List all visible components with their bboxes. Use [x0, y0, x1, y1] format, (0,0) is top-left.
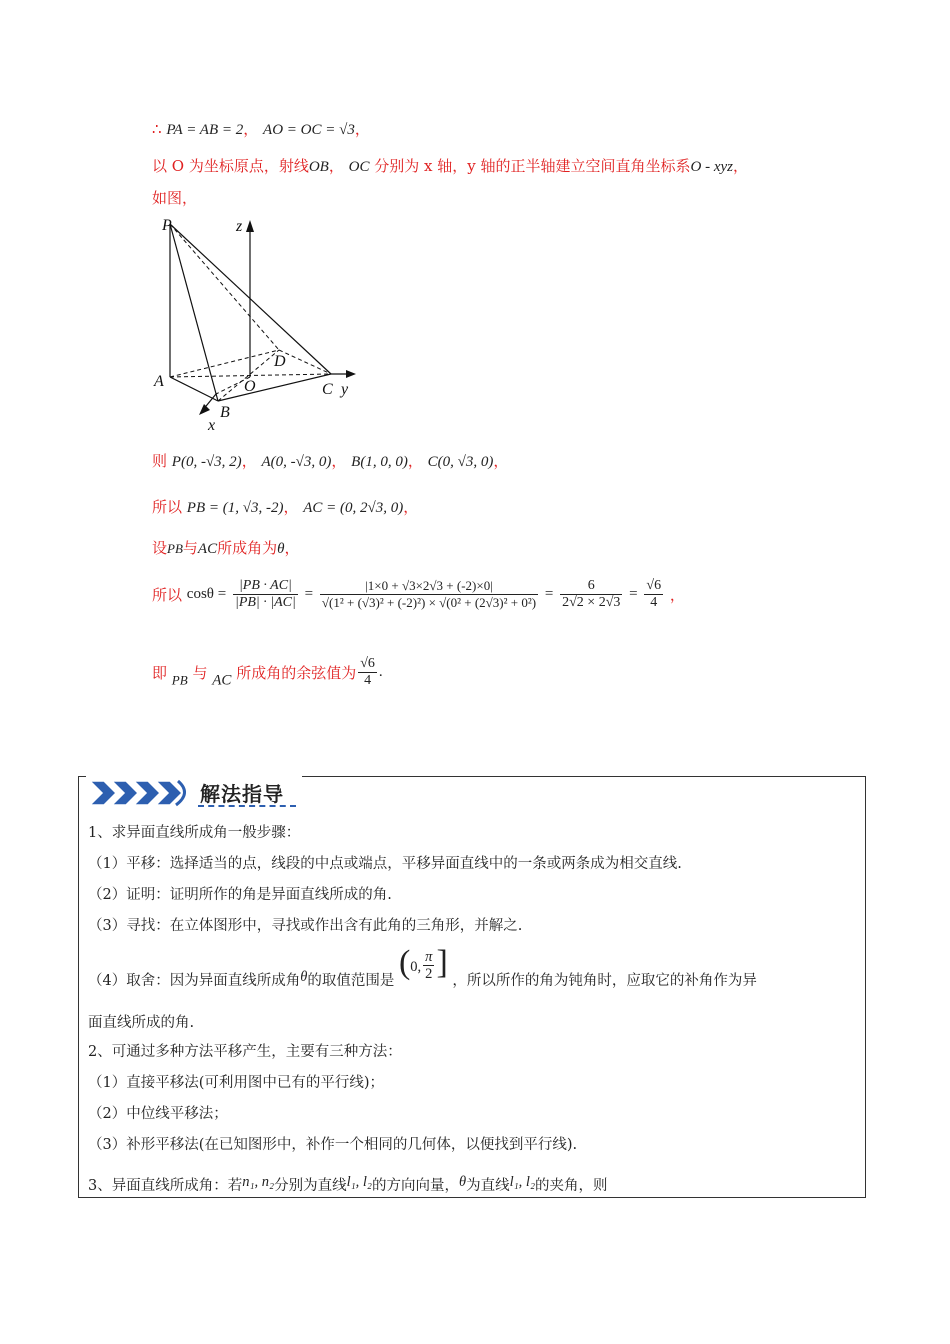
label-d: D	[274, 353, 286, 370]
guide-method-2: （2）中位线平移法；	[88, 1106, 228, 1122]
conclusion-fraction: $\frac{√6}{4}$	[360, 656, 375, 688]
label-a: A	[154, 373, 164, 390]
pyramid-figure	[148, 212, 368, 437]
guide-title: 解法指导	[200, 782, 284, 806]
z-axis-arrow-icon	[246, 220, 254, 232]
label-c: C	[322, 381, 333, 398]
vector-ac: AC = (0, 2√3, 0)	[303, 500, 404, 516]
interval-close-bracket: ]	[436, 944, 448, 981]
coord-b: B(1, 0, 0)	[351, 454, 408, 470]
coord-a: A(0, -√3, 0)	[261, 454, 332, 470]
given-equalities: ∴ PA = AB = 2， AO = OC = √3，	[152, 120, 370, 138]
therefore-symbol: ∴	[152, 120, 162, 138]
guide-header	[86, 776, 302, 808]
label-x: x	[208, 417, 216, 434]
x-axis-arrow-icon	[199, 404, 210, 415]
coordinate-setup-text: 以 O 为坐标原点，射线OB， OC 分别为 x 轴，y 轴的正半轴建立空间直角坐标系O - xyz，	[152, 157, 749, 175]
vector-pb: PB = (1, √3, -2)	[186, 500, 284, 516]
guide-step-4-cont: 面直线所成的角.	[88, 1015, 195, 1031]
guide-methods-heading: 2、可通过多种方法平移产生，主要有三种方法：	[88, 1044, 402, 1060]
coord-p: P(0, -√3, 2)	[171, 454, 242, 470]
guide-step-2: （2）证明：证明所作的角是异面直线所成的角.	[88, 887, 392, 903]
coordinate-system: O - xyz	[690, 159, 733, 175]
as-shown-text: 如图，	[152, 189, 198, 207]
coord-c: C(0, √3, 0)	[427, 454, 494, 470]
fraction-substitution: $\frac{|1\times 0 + √3\times 2√3 + (-2)\times 0|}{\text{√(1² + (√3)² + (-2)²) × √(0² + (2√3)² + 0²)}}$	[321, 578, 537, 610]
label-b: B	[220, 404, 230, 421]
conclusion: 即 PB 与 AC 所成角的余弦值为 $\frac{√6}{4}$ .	[152, 656, 383, 689]
angle-definition: 设PB与AC所成角为θ，	[152, 539, 300, 557]
point-coordinates: 则 P(0, -√3, 2)， A(0, -√3, 0)， B(1, 0, 0)， C(0, √3, 0)，	[152, 452, 509, 470]
interval-fraction: $\frac{\pi}{2}$	[425, 948, 433, 982]
header-curve-icon	[174, 779, 194, 807]
guide-method-1: （1）直接平移法(可利用图中已有的平行线)；	[88, 1075, 385, 1091]
guide-step-4: （4）取舍：因为异面直线所成角θ的取值范围是 (0, $\frac{\pi}{2}$ ] ，所以所作的角为钝角时，应取它的补角作为异	[88, 944, 757, 989]
fraction-simplified: $\frac{6}{2√2 \times 2√3}$	[562, 578, 621, 610]
cosine-computation: 所以 cosθ = $\frac{|PB \cdot AC|}{|PB| \cdot |AC|}$ = $\frac{|1\times 0 + √3\times 2√3 + (-2)\times 0|}{\text{√(1² + (√3)² + (-2)²) × √(0² + (2√3)² + 0²)}}$ = $\frac{6}{2√2 \times 2√3}$ = $\frac{√6}{4}$ ，	[152, 578, 685, 610]
guide-step-3: （3）寻找：在立体图形中，寻找或作出含有此角的三角形，并解之.	[88, 918, 523, 934]
guide-step-1: （1）平移：选择适当的点，线段的中点或端点，平移异面直线中的一条或两条成为相交直线.	[88, 856, 682, 872]
label-z: z	[236, 218, 243, 235]
equation-pa-ab: PA = AB = 2	[166, 122, 244, 138]
fraction-definition: $\frac{|PB \cdot AC|}{|PB| \cdot |AC|}$	[234, 578, 296, 610]
guide-vector-method: 3、异面直线所成角：若n₁, n₂分别为直线l₁, l₂的方向向量，θ为直线l₁, l₂的夹角，则	[88, 1174, 608, 1194]
label-o: O	[244, 378, 256, 395]
interval-open-paren: (	[398, 944, 411, 981]
label-y: y	[341, 381, 349, 398]
cos-lhs: cosθ =	[186, 586, 227, 602]
guide-method-3: （3）补形平移法(在已知图形中，补作一个相同的几何体，以便找到平行线).	[88, 1137, 578, 1153]
label-p: P	[162, 217, 172, 234]
equation-ao-oc: AO = OC = √3	[263, 122, 355, 138]
y-axis-arrow-icon	[346, 370, 356, 378]
guide-title-underline	[198, 805, 296, 807]
guide-step-heading: 1、求异面直线所成角一般步骤：	[88, 825, 301, 841]
vector-values: 所以 PB = (1, √3, -2)， AC = (0, 2√3, 0)，	[152, 498, 419, 516]
fraction-result: $\frac{√6}{4}$	[646, 578, 662, 610]
